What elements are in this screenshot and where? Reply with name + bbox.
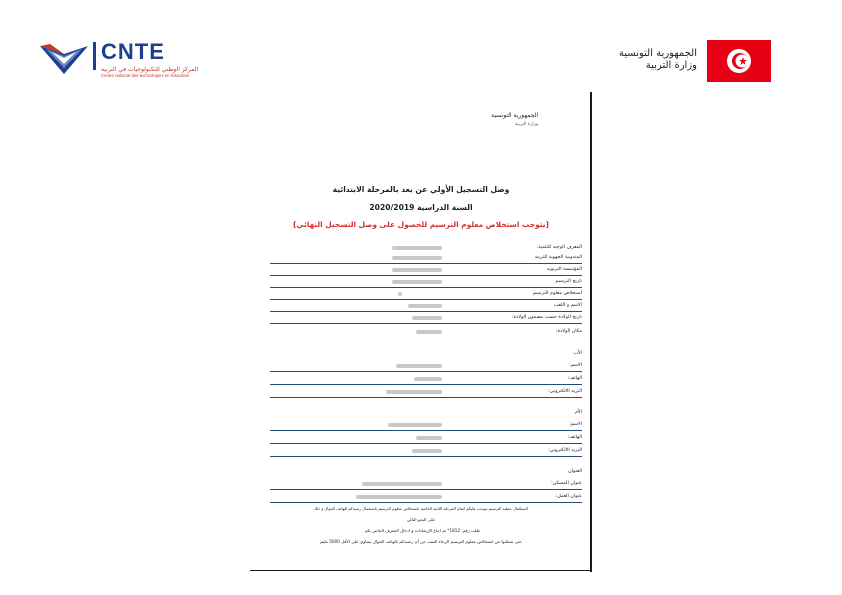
- blurred-value: [416, 330, 442, 334]
- country-header-text: [619, 48, 697, 72]
- field-label: الاسم:: [569, 363, 582, 368]
- doc-title: وصل التسجيل الأولي عن بعد بالمرحلة الابتدائية: [332, 185, 510, 194]
- blurred-value: [412, 449, 442, 453]
- field-rule: [270, 502, 582, 503]
- field-row: [270, 494, 582, 503]
- blurred-value: [398, 292, 402, 296]
- doc-school-year: السنة الدراسية 2020/2019: [369, 203, 473, 212]
- field-label: الهاتف:: [567, 376, 582, 381]
- frame-vertical-line: [590, 92, 592, 572]
- field-rule: [270, 311, 582, 312]
- doc-subtitle-warning: [يتوجب استخلاص معلوم الترسيم للحصول على وصل التسجيل النهائي]: [293, 220, 549, 229]
- blurred-value: [356, 495, 442, 499]
- field-rule: [270, 456, 582, 457]
- field-label: البريد الالكتروني:: [548, 389, 582, 394]
- field-label: مكان الولادة:: [555, 329, 582, 334]
- cnte-logo: [38, 40, 238, 80]
- field-rule: [270, 397, 582, 398]
- registration-receipt: [260, 110, 582, 562]
- field-label: عنوان العمل:: [555, 494, 582, 499]
- blurred-value: [392, 256, 442, 260]
- blurred-value: [396, 364, 442, 368]
- blurred-value: [416, 436, 442, 440]
- field-row: [270, 329, 582, 338]
- field-row: [270, 245, 582, 254]
- field-row: [270, 448, 582, 457]
- father-section-title: الأب: [573, 351, 582, 356]
- mother-section-title: الأم: [574, 410, 582, 415]
- tunisia-flag-icon: [707, 40, 771, 82]
- field-row: [270, 422, 582, 431]
- field-label: المؤسسة التربوية: [546, 267, 582, 272]
- doc-ministry: وزارة التربية: [514, 122, 538, 127]
- blurred-value: [392, 268, 442, 272]
- field-label: المعرف الوحيد للتلميذ:: [536, 245, 582, 250]
- field-rule: [270, 275, 582, 276]
- logo-french-text: Centre national des technologies en éducation: [101, 73, 190, 78]
- instructions-line-4: حتى تتمكنوا من استخلاص معلوم الترسيم الرجاء التثبت من أن رصيدكم بالهاتف الجوال يساوي على الأقل 5000 مليم: [320, 539, 522, 544]
- blurred-value: [412, 316, 442, 320]
- instructions-line-1: لاستكمال عملية الترسيم يتوجب عليكم اتمام المرحلة الثانية الخاصة باستخلاص معلوم الترسيم باستعمال رصيدكم للهاتف الجوال و ذلك: [313, 506, 529, 511]
- field-row: [270, 481, 582, 490]
- blurred-value: [392, 246, 442, 250]
- field-rule: [270, 443, 582, 444]
- field-label: الاسم:: [569, 422, 582, 427]
- logo-divider: [93, 42, 96, 70]
- instructions-line-3: طلب رقم: 1812* ثم اتباع الإرشادات و ادخال المعرف الخاص بكم .: [362, 528, 480, 533]
- field-label: استخلاص معلوم الترسيم: [532, 291, 582, 296]
- field-rule: [270, 384, 582, 385]
- field-row: [270, 389, 582, 398]
- field-rule: [270, 430, 582, 431]
- blurred-value: [362, 482, 442, 486]
- instructions-line-2: على النحو التالي: [406, 517, 436, 522]
- field-label: البريد الالكتروني:: [548, 448, 582, 453]
- field-row: [270, 376, 582, 385]
- blurred-value: [408, 304, 442, 308]
- field-rule: [270, 299, 582, 300]
- field-row: [270, 303, 582, 312]
- logo-arabic-text: المركز الوطني للتكنولوجيات في التربية: [101, 66, 199, 73]
- doc-republic: الجمهورية التونسية: [491, 112, 538, 119]
- field-rule: [270, 287, 582, 288]
- field-label: تاريخ الترسيم: [555, 279, 582, 284]
- field-row: [270, 315, 582, 324]
- blurred-value: [388, 423, 442, 427]
- field-rule: [270, 263, 582, 264]
- field-row: [270, 255, 582, 264]
- field-label: الاسم و اللقب: [553, 303, 582, 308]
- field-rule: [270, 489, 582, 490]
- field-row: [270, 363, 582, 372]
- field-label: عنوان المسكن:: [551, 481, 582, 486]
- blurred-value: [414, 377, 442, 381]
- country-header: [611, 40, 771, 80]
- ministry-label: وزارة التربية: [645, 60, 697, 71]
- field-rule: [270, 323, 582, 324]
- blurred-value: [386, 390, 442, 394]
- tunisia-flag: [707, 40, 771, 82]
- field-row: [270, 267, 582, 276]
- logo-name: CNTE: [101, 39, 165, 64]
- field-label: المندوبية الجهوية للتربية: [534, 255, 582, 260]
- field-label: تاريخ الولادة حسب مضمون الولادة:: [511, 315, 582, 320]
- field-label: الهاتف:: [567, 435, 582, 440]
- field-row: [270, 435, 582, 444]
- republic-label: الجمهورية التونسية: [618, 48, 697, 59]
- field-rule: [270, 371, 582, 372]
- field-row: [270, 291, 582, 300]
- field-row: [270, 279, 582, 288]
- frame-bottom-line: [250, 570, 590, 571]
- blurred-value: [392, 280, 442, 284]
- cnte-bird-icon: [38, 40, 90, 76]
- address-section-title: العنوان: [568, 469, 582, 474]
